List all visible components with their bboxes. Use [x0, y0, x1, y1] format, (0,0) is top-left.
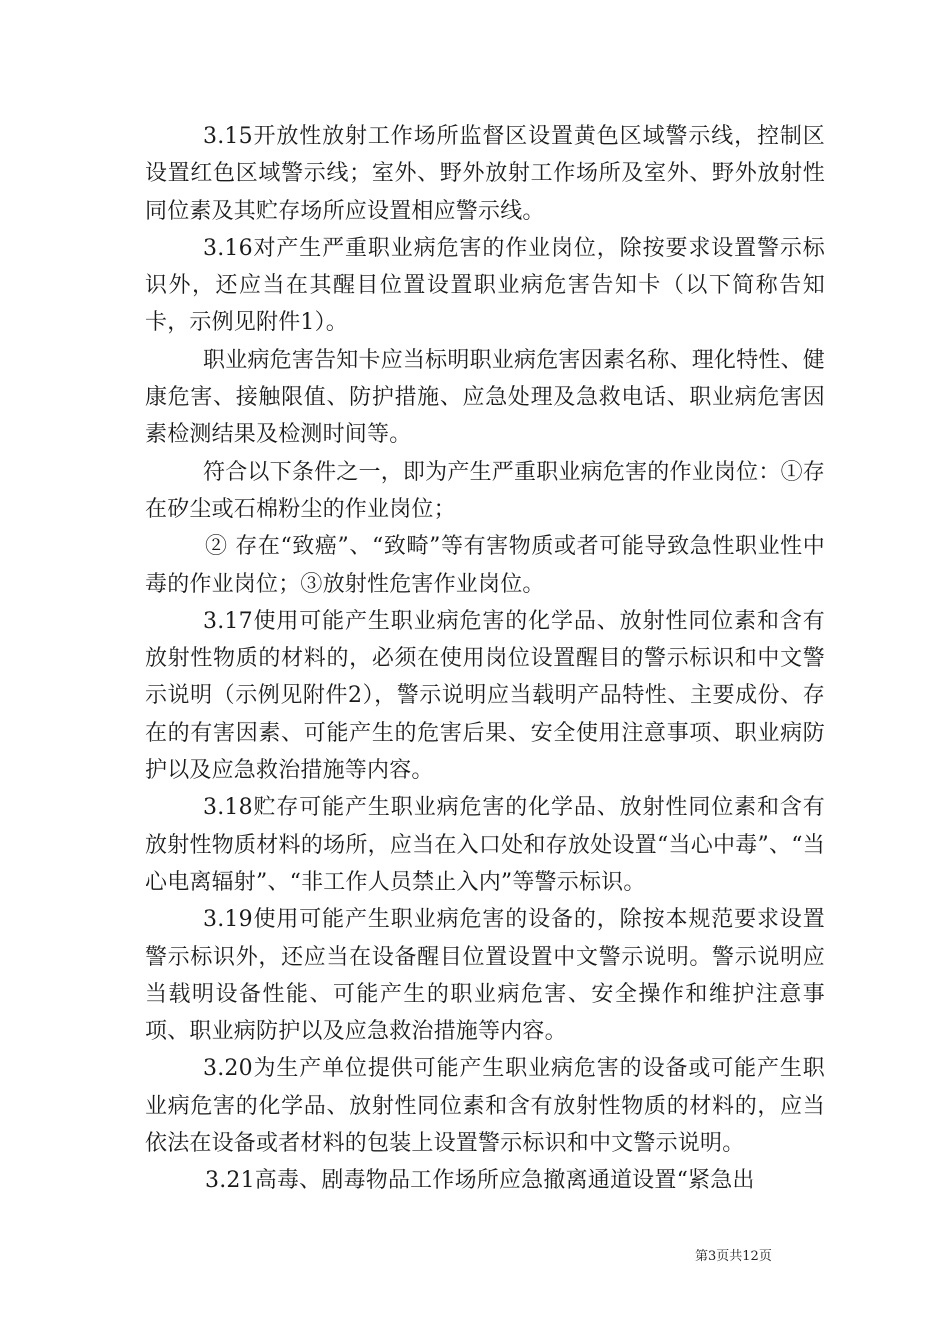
- paragraph-notice-card: 职业病危害告知卡应当标明职业病危害因素名称、理化特性、健康危害、接触限值、防护措施、应急处理及急救电话、职业病危害因素检测结果及检测时间等。: [145, 347, 825, 448]
- paragraph-3-21: 3.21高毒、剧毒物品工作场所应急撤离通道设置“紧急出: [205, 1168, 755, 1194]
- paragraph-3-20: 3.20为生产单位提供可能产生职业病危害的设备或可能产生职业病危害的化学品、放射性同位素和含有放射性物质的材料的，应当依法在设备或者材料的包装上设置警示标识和中文警示说明。: [145, 1056, 825, 1157]
- paragraph-3-16: 3.16对产生严重职业病危害的作业岗位，除按要求设置警示标识外，还应当在其醒目位置设置职业病危害告知卡（以下简称告知卡，示例见附件1）。: [145, 235, 825, 336]
- page-number-footer: 第3页共12页: [695, 1249, 772, 1264]
- paragraph-3-19: 3.19使用可能产生职业病危害的设备的，除按本规范要求设置警示标识外，还应当在设备醒目位置设置中文警示说明。警示说明应当载明设备性能、可能产生的职业病危害、安全操作和维护注意事项、职业病防护以及应急救治措施等内容。: [145, 907, 825, 1045]
- document-body: [145, 118, 825, 1200]
- paragraph-conditions-cont: ② 存在“致癌”、“致畸”等有害物质或者可能导致急性职业性中毒的作业岗位；③放射性危害作业岗位。: [145, 534, 825, 597]
- paragraph-conditions: 符合以下条件之一，即为产生严重职业病危害的作业岗位：①存在矽尘或石棉粉尘的作业岗位；: [145, 459, 825, 522]
- paragraph-3-17: 3.17使用可能产生职业病危害的化学品、放射性同位素和含有放射性物质的材料的，必须在使用岗位设置醒目的警示标识和中文警示说明（示例见附件2），警示说明应当载明产品特性、主要成份、存在的有害因素、可能产生的危害后果、安全使用注意事项、职业病防护以及应急救治措施等内容。: [145, 608, 825, 784]
- paragraph-3-18: 3.18贮存可能产生职业病危害的化学品、放射性同位素和含有放射性物质材料的场所，应当在入口处和存放处设置“当心中毒”、“当心电离辐射”、“非工作人员禁止入内”等警示标识。: [145, 795, 825, 895]
- paragraph-3-15: 3.15开放性放射工作场所监督区设置黄色区域警示线，控制区设置红色区域警示线；室外、野外放射工作场所及室外、野外放射性同位素及其贮存场所应设置相应警示线。: [145, 124, 825, 224]
